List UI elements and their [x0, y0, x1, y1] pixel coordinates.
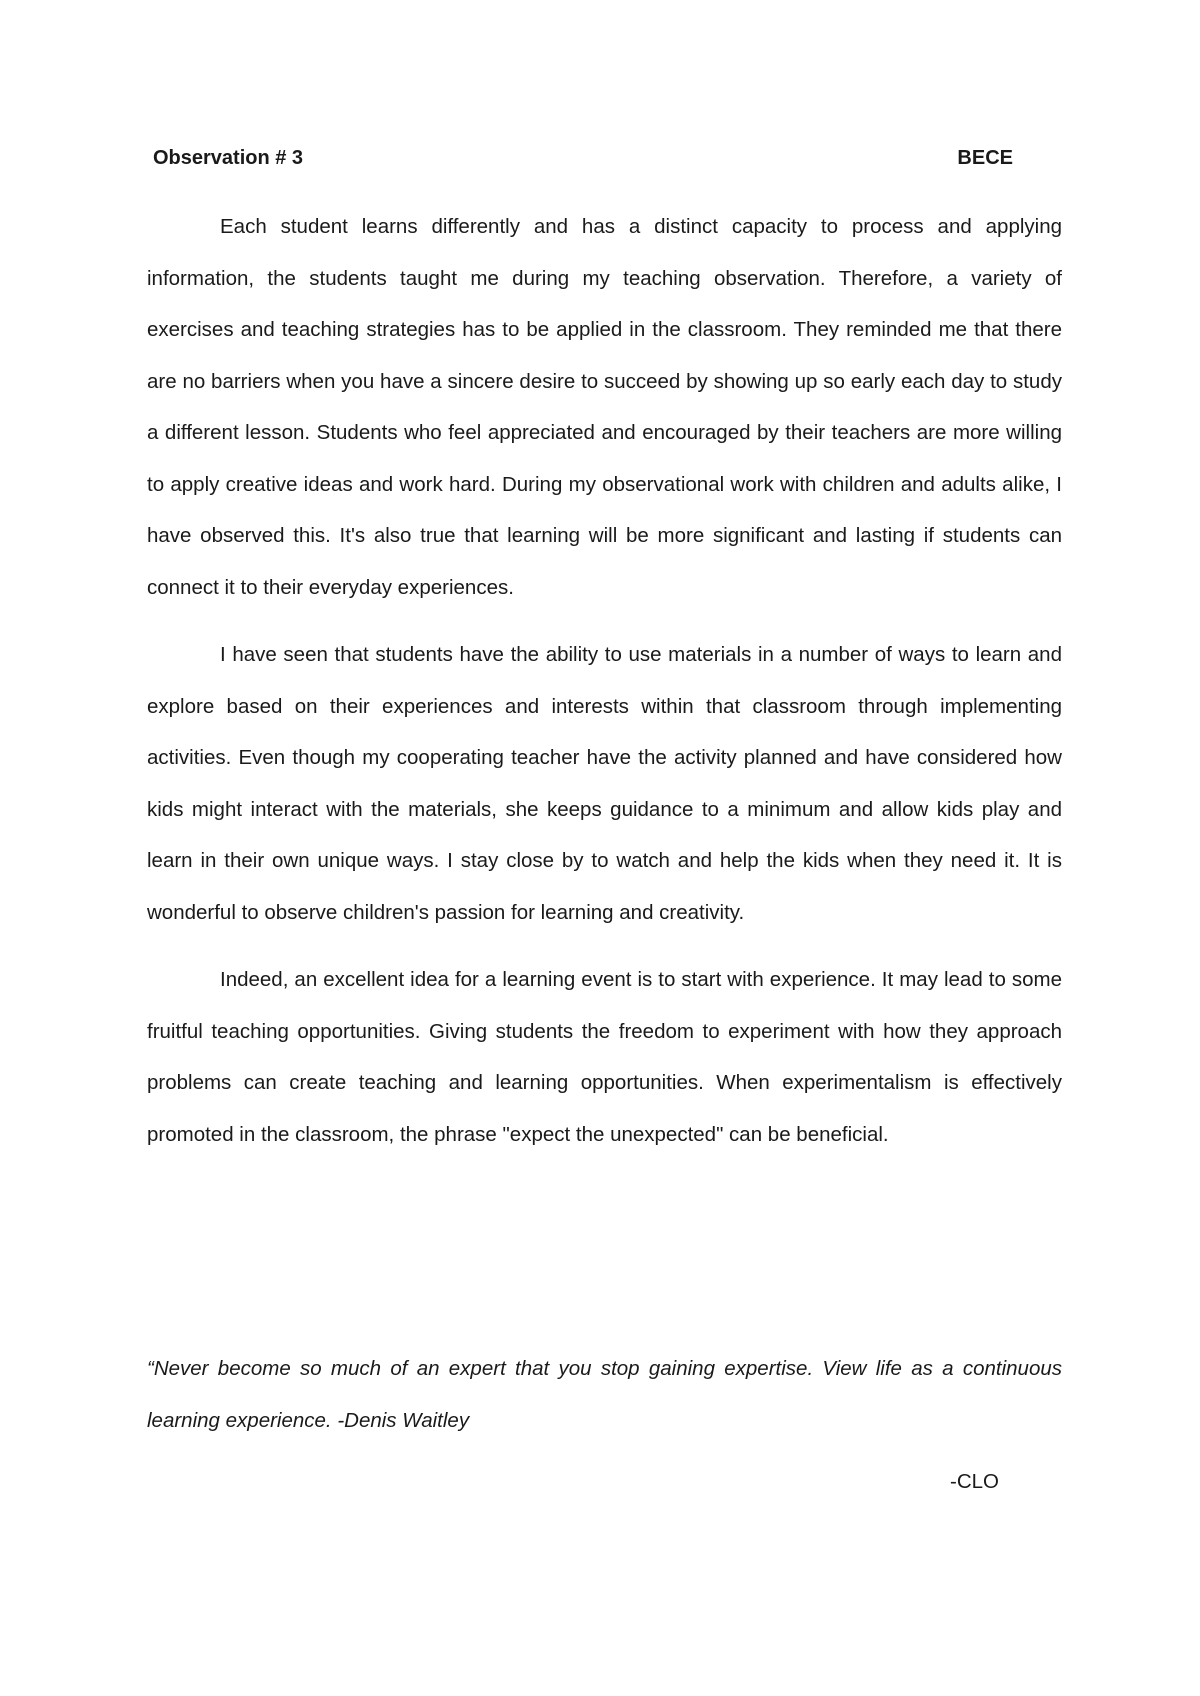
paragraph-2: I have seen that students have the ability to use materials in a number of ways to learn and explore based on their experiences and interests within that classroom through implementing activities. Even though my cooperating teacher have the activity planned and have considered how kids might interact with the materials, she keeps guidance to a minimum and allow kids play and learn in their own unique ways. I stay close by to watch and help the kids when they need it. It is wonderful to observe children's passion for learning and creativity.	[147, 643, 1062, 924]
observation-title: Observation # 3	[153, 147, 304, 169]
paragraph-3: Indeed, an excellent idea for a learning event is to start with experience. It may lead to some fruitful teaching opportunities. Giving students the freedom to experiment with how they approach problems can create teaching and learning opportunities. When experimentalism is effectively promoted in the classroom, the phrase "expect the unexpected" can be beneficial.	[147, 968, 1062, 1146]
closing-quote: “Never become so much of an expert that you stop gaining expertise. View life as a continuous learning experience. -Denis Waitley	[147, 1357, 1062, 1432]
document-header	[153, 147, 1013, 177]
paragraph-1: Each student learns differently and has a distinct capacity to process and applying information, the students taught me during my teaching observation. Therefore, a variety of exercises and teaching strategies has to be applied in the classroom. They reminded me that there are no barriers when you have a sincere desire to succeed by showing up so early each day to study a different lesson. Students who feel appreciated and encouraged by their teachers are more willing to apply creative ideas and work hard. During my observational work with children and adults alike, I have observed this. It's also true that learning will be more significant and lasting if students can connect it to their everyday experiences.	[147, 215, 1062, 599]
author-signoff: -CLO	[950, 1470, 999, 1493]
document-body	[147, 201, 1062, 1176]
program-label: BECE	[957, 147, 1013, 169]
